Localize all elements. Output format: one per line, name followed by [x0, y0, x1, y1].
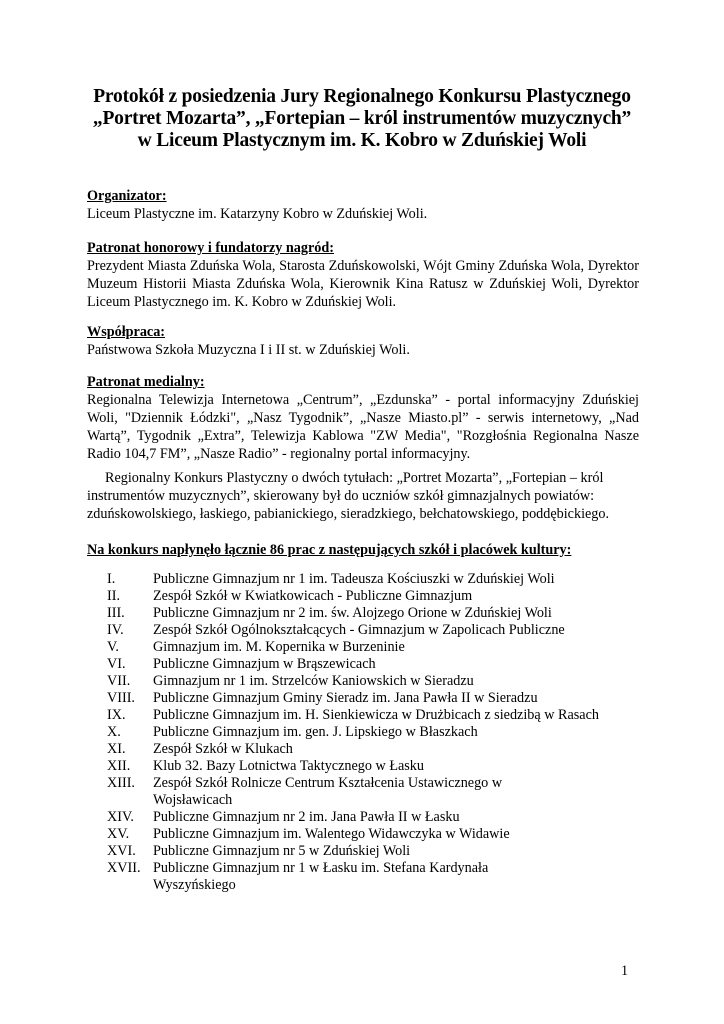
school-name: Zespół Szkół w Klukach — [153, 741, 293, 757]
media-heading: Patronat medialny: — [87, 374, 205, 390]
school-number: III. — [107, 605, 125, 621]
school-name: Gimnazjum im. M. Kopernika w Burzeninie — [153, 639, 405, 655]
document-title — [60, 86, 664, 152]
cooperation-heading: Współpraca: — [87, 324, 166, 340]
school-list-item — [87, 622, 647, 639]
school-number: II. — [107, 588, 120, 604]
school-list-item — [87, 588, 647, 605]
school-name: Publiczne Gimnazjum Gminy Sieradz im. Jana Pawła II w Sieradzu — [153, 690, 538, 706]
school-number: XVI. — [107, 843, 136, 859]
intro-line-3: zduńskowolskiego, łaskiego, pabianickiego, sieradzkiego, bełchatowskiego, poddębickiego. — [87, 506, 610, 522]
school-list-item — [87, 571, 647, 588]
school-number: XIV. — [107, 809, 134, 825]
school-list-item — [87, 809, 647, 826]
school-number: VIII. — [107, 690, 135, 706]
school-number: XVII. — [107, 860, 141, 876]
school-list-item — [87, 724, 647, 741]
school-name: Publiczne Gimnazjum nr 1 w Łasku im. Stefana Kardynała Wyszyńskiego — [153, 860, 489, 893]
school-list-item — [87, 639, 647, 656]
school-name: Publiczne Gimnazjum im. gen. J. Lipskiego w Błaszkach — [153, 724, 478, 740]
school-number: X. — [107, 724, 121, 740]
school-number: VII. — [107, 673, 131, 689]
school-name: Gimnazjum nr 1 im. Strzelców Kaniowskich w Sieradzu — [153, 673, 474, 689]
school-number: I. — [107, 571, 116, 587]
school-name: Publiczne Gimnazjum nr 2 im. św. Alojzego Orione w Zduńskiej Woli — [153, 605, 552, 621]
school-name: Publiczne Gimnazjum w Brąszewicach — [153, 656, 376, 672]
media-section — [87, 373, 639, 463]
intro-line-1: Regionalny Konkurs Plastyczny o dwóch tytułach: „Portret Mozarta”, „Fortepian – król — [105, 470, 604, 486]
school-list-item — [87, 605, 647, 622]
school-name: Publiczne Gimnazjum nr 5 w Zduńskiej Woli — [153, 843, 411, 859]
school-name: Publiczne Gimnazjum nr 1 im. Tadeusza Kościuszki w Zduńskiej Woli — [153, 571, 555, 587]
school-number: IV. — [107, 622, 124, 638]
school-list-item — [87, 775, 573, 809]
school-list-item — [87, 860, 573, 894]
school-name: Zespół Szkół Rolnicze Centrum Kształcenia Ustawicznego w Wojsławicach — [153, 775, 503, 808]
page-number: 1 — [621, 963, 629, 979]
school-number: IX. — [107, 707, 126, 723]
media-text: Regionalna Telewizja Internetowa „Centrum”, „Ezdunska” - portal informacyjny Zduńskiej Woli, "Dziennik Łódzki", „Nasz Tygodnik”, „Nasze Miasto.pl” - serwis internetowy, „Nad Wartą”, Tygodnik „Extra”, Telewizja Kablowa "ZW Media", "Rozgłośnia Regionalna Nasze Radio 104,7 FM”, „Nasze Radio” - regionalny portal informacyjny. — [87, 392, 639, 462]
school-name: Zespół Szkół Ogólnokształcących - Gimnazjum w Zapolicach Publiczne — [153, 622, 565, 638]
organizer-heading: Organizator: — [87, 188, 167, 204]
school-number: V. — [107, 639, 119, 655]
school-list-item — [87, 758, 647, 775]
school-number: XIII. — [107, 775, 135, 791]
school-number: XI. — [107, 741, 126, 757]
school-name: Klub 32. Bazy Lotnictwa Taktycznego w Łasku — [153, 758, 424, 774]
school-list-item — [87, 826, 647, 843]
school-name: Publiczne Gimnazjum im. H. Sienkiewicza w Drużbicach z siedzibą w Rasach — [153, 707, 599, 723]
patronage-section — [87, 239, 639, 311]
school-number: VI. — [107, 656, 126, 672]
cooperation-section — [87, 323, 639, 359]
organizer-text: Liceum Plastyczne im. Katarzyny Kobro w Zduńskiej Woli. — [87, 206, 428, 222]
school-number: XV. — [107, 826, 130, 842]
school-list-item — [87, 656, 647, 673]
title-line-1: Protokół z posiedzenia Jury Regionalnego Konkursu Plastycznego — [93, 86, 631, 107]
cooperation-text: Państwowa Szkoła Muzyczna I i II st. w Zduńskiej Woli. — [87, 342, 410, 358]
intro-paragraph — [87, 469, 639, 523]
title-line-3: w Liceum Plastycznym im. K. Kobro w Zduńskiej Woli — [137, 130, 587, 151]
schools-heading: Na konkurs napłynęło łącznie 86 prac z następujących szkół i placówek kultury: — [87, 542, 572, 558]
school-list-item — [87, 707, 647, 724]
school-name: Publiczne Gimnazjum nr 2 im. Jana Pawła II w Łasku — [153, 809, 460, 825]
schools-list — [87, 571, 647, 894]
school-name: Publiczne Gimnazjum im. Walentego Widawczyka w Widawie — [153, 826, 510, 842]
school-list-item — [87, 741, 647, 758]
school-list-item — [87, 673, 647, 690]
patronage-text: Prezydent Miasta Zduńska Wola, Starosta Zduńskowolski, Wójt Gminy Zduńska Wola, Dyrektor Muzeum Historii Miasta Zduńska Wola, Kierownik Kina Ratusz w Zduńskiej Woli, Dyrektor Liceum Plastycznego im. K. Kobro w Zduńskiej Woli. — [87, 258, 639, 310]
title-line-2: „Portret Mozarta”, „Fortepian – król instrumentów muzycznych” — [92, 108, 632, 129]
school-list-item — [87, 843, 647, 860]
school-name: Zespół Szkół w Kwiatkowicach - Publiczne Gimnazjum — [153, 588, 473, 604]
school-number: XII. — [107, 758, 131, 774]
intro-line-2: instrumentów muzycznych”, skierowany był do uczniów szkół gimnazjalnych powiatów: — [87, 488, 595, 504]
patronage-heading: Patronat honorowy i fundatorzy nagród: — [87, 240, 334, 256]
organizer-section — [87, 187, 639, 223]
school-list-item — [87, 690, 573, 707]
